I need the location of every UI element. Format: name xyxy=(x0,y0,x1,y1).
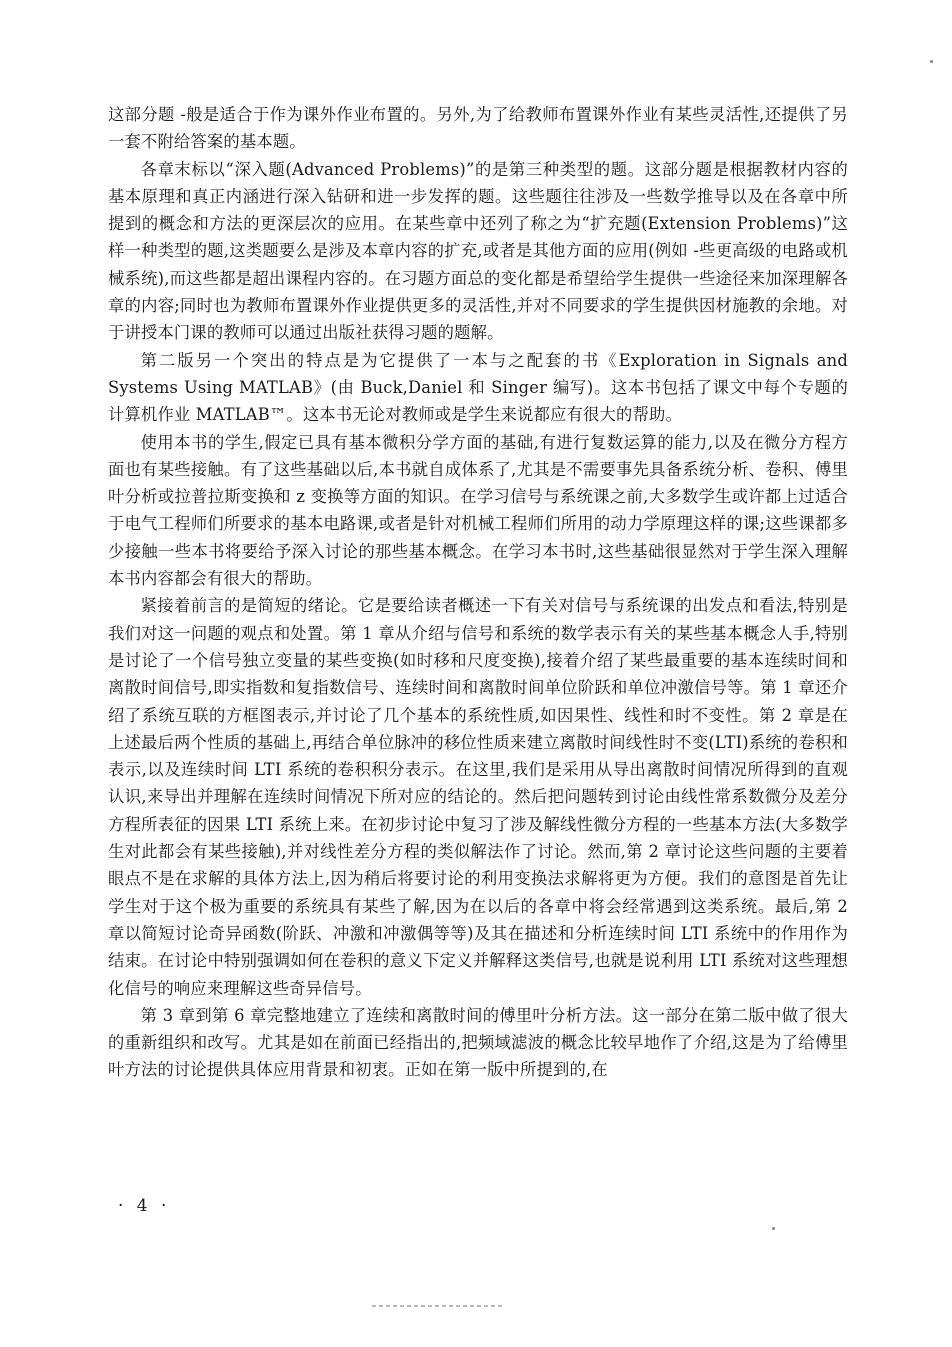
paragraph-continuation: 这部分题 -般是适合于作为课外作业布置的。另外,为了给教师布置课外作业有某些灵活性,还提供了另一套不附给答案的基本题。 xyxy=(108,105,848,152)
page-number: · 4 · xyxy=(118,1196,171,1216)
scan-artifact-line xyxy=(372,1305,502,1307)
paragraph-prerequisites: 使用本书的学生,假定已具有基本微积分学方面的基础,有进行复数运算的能力,以及在微分方程方面也有某些接触。有了这些基础以后,本书就自成体系了,尤其是不需要事先具备系统分析、卷积、傅里叶分析或拉普拉斯变换和 z 变换等方面的知识。在学习信号与系统课之前,大多数学生或许都上过适合于电气工程师们所要求的基本电路课,或者是针对机械工程师们所用的动力学原理这样的课;这些课都多少接触一些本书将要给予深入讨论的那些基本概念。在学习本书时,这些基础很显然对于学生深入理解本书内容都会有很大的帮助。 xyxy=(108,432,848,589)
paragraph-advanced-problems: 各章末标以“深入题(Advanced Problems)”的是第三种类型的题。这部分题是根据教材内容的基本原理和真正内涵进行深入钻研和进一步发挥的题。这些题往往涉及一些数学推导以及在各章中所提到的概念和方法的更深层次的应用。在某些章中还列了称之为“扩充题(Extension Problems)”这样一种类型的题,这类题要么是涉及本章内容的扩充,或者是其他方面的应用(例如 -些更高级的电路或机械系统),而这些都是超出课程内容的。在习题方面总的变化都是希望给学生提供一些途径来加深理解各章的内容;同时也为教师布置课外作业提供更多的灵活性,并对不同要求的学生提供因材施教的余地。对于讲授本门课的教师可以通过出版社获得习题的题解。 xyxy=(108,159,848,343)
scan-artifact-dot xyxy=(772,1227,775,1230)
paragraph-fourier-chapters: 第 3 章到第 6 章完整地建立了连续和离散时间的傅里叶分析方法。这一部分在第二版中做了很大的重新组织和改写。尤其是如在前面已经指出的,把频域滤波的概念比较早地作了介绍,这是为了给傅里叶方法的讨论提供具体应用背景和初衷。正如在第一版中所提到的,在 xyxy=(108,1005,848,1080)
paragraph-chapter-overview: 紧接着前言的是简短的绪论。它是要给读者概述一下有关对信号与系统课的出发点和看法,特别是我们对这一问题的观点和处置。第 1 章从介绍与信号和系统的数学表示有关的某些基本概念人手,特别是讨论了一个信号独立变量的某些变换(如时移和尺度变换),接着介绍了某些最重要的基本连续时间和离散时间信号,即实指数和复指数信号、连续时间和离散时间单位阶跃和单位冲激信号等。第 1 章还介绍了系统互联的方框图表示,并讨论了几个基本的系统性质,如因果性、线性和时不变性。第 2 章是在上述最后两个性质的基础上,再结合单位脉冲的移位性质来建立离散时间线性时不变(LTI)系统的卷积和表示,以及连续时间 LTI 系统的卷积积分表示。在这里,我们是采用从导出离散时间情况所得到的直观认识,来导出并理解在连续时间情况下所对应的结论的。然后把问题转到讨论由线性常系数微分及差分方程所表征的因果 LTI 系统上来。在初步讨论中复习了涉及解线性微分方程的一些基本方法(大多数学生对此都会有某些接触),并对线性差分方程的类似解法作了讨论。然而,第 2 章讨论这些问题的主要着眼点不是在求解的具体方法上,因为稍后将要讨论的利用变换法求解将更为方便。我们的意图是首先让学生对于这个极为重要的系统具有某些了解,因为在以后的各章中将会经常遇到这类系统。最后,第 2 章以简短讨论奇异函数(阶跃、冲激和冲激偶等等)及其在描述和分析连续时间 LTI 系统中的作用作为结束。在讨论中特别强调如何在卷积的意义下定义并解释这类信号,也就是说利用 LTI 系统对这些理想化信号的响应来理解这些奇异信号。 xyxy=(108,596,848,998)
body-text xyxy=(108,101,848,1084)
paragraph-matlab-companion: 第二版另一个突出的特点是为它提供了一本与之配套的书《Exploration in Signals and Systems Using MATLAB》(由 Buck,Daniel 和 Singer 编写)。这本书包括了课文中每个专题的计算机作业 MATLAB™。这本书无论对教师或是学生来说都应有很大的帮助。 xyxy=(108,350,848,425)
scan-artifact-dot xyxy=(930,60,933,63)
